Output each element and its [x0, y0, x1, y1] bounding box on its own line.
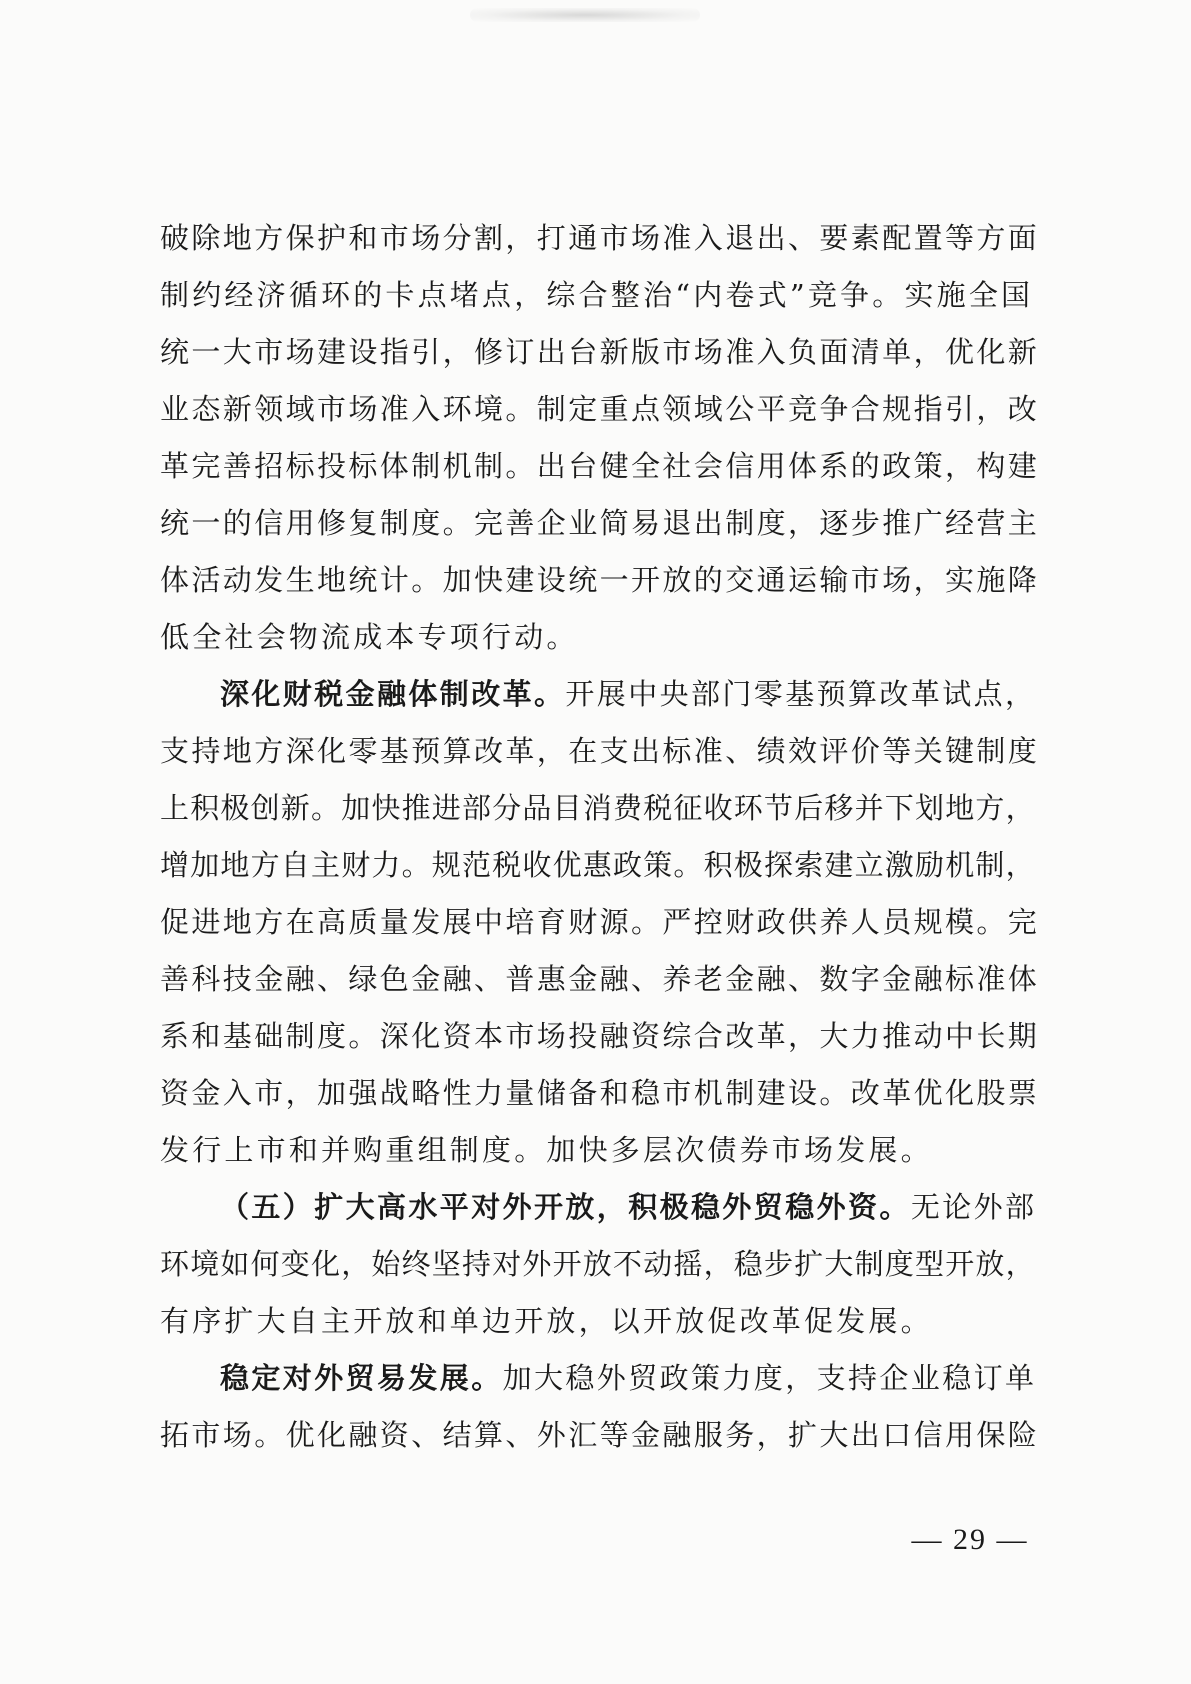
paragraph-text: 加大稳外贸政策力度，支持企业稳订单 — [502, 1361, 1037, 1395]
body-line: 革完善招标投标体制机制。出台健全社会信用体系的政策，构建 — [160, 449, 1040, 483]
scan-artifact — [470, 8, 700, 22]
body-line: 上积极创新。加快推进部分品目消费税征收环节后移并下划地方， — [160, 791, 1036, 825]
body-line: 低全社会物流成本专项行动。 — [160, 620, 579, 654]
body-line: 制约经济循环的卡点堵点，综合整治“内卷式”竞争。实施全国 — [160, 278, 1034, 312]
body-line: 有序扩大自主开放和单边开放，以开放促改革促发展。 — [160, 1304, 933, 1338]
paragraph-text: 无论外部 — [910, 1190, 1037, 1224]
body-line: 环境如何变化，始终坚持对外开放不动摇，稳步扩大制度型开放， — [160, 1247, 1036, 1281]
body-line: 统一的信用修复制度。完善企业简易退出制度，逐步推广经营主 — [160, 506, 1040, 540]
body-line: 发行上市和并购重组制度。加快多层次债券市场发展。 — [160, 1133, 933, 1167]
body-line: 统一大市场建设指引，修订出台新版市场准入负面清单，优化新 — [160, 335, 1040, 369]
body-line: 系和基础制度。深化资本市场投融资综合改革，大力推动中长期 — [160, 1019, 1040, 1053]
body-line: 破除地方保护和市场分割，打通市场准入退出、要素配置等方面 — [160, 221, 1040, 255]
section-heading: （五）扩大高水平对外开放，积极稳外贸稳外资。 — [220, 1190, 911, 1224]
body-line: 促进地方在高质量发展中培育财源。严控财政供养人员规模。完 — [160, 905, 1040, 939]
paragraph-heading: 深化财税金融体制改革。 — [220, 677, 566, 711]
body-line: 支持地方深化零基预算改革，在支出标准、绩效评价等关键制度 — [160, 734, 1040, 768]
body-line: 体活动发生地统计。加快建设统一开放的交通运输市场，实施降 — [160, 563, 1040, 597]
paragraph-heading: 稳定对外贸易发展。 — [220, 1361, 503, 1395]
body-text — [160, 210, 1040, 1464]
body-line: 拓市场。优化融资、结算、外汇等金融服务，扩大出口信用保险 — [160, 1418, 1040, 1452]
body-line: 增加地方自主财力。规范税收优惠政策。积极探索建立激励机制， — [160, 848, 1036, 882]
page-number: — 29 — — [911, 1523, 1029, 1556]
paragraph-first-line — [160, 666, 1040, 723]
body-line: 业态新领域市场准入环境。制定重点领域公平竞争合规指引，改 — [160, 392, 1040, 426]
paragraph-text: 开展中央部门零基预算改革试点， — [565, 677, 1037, 711]
paragraph-first-line — [160, 1350, 1040, 1407]
body-line: 资金入市，加强战略性力量储备和稳市机制建设。改革优化股票 — [160, 1076, 1040, 1110]
body-line: 善科技金融、绿色金融、普惠金融、养老金融、数字金融标准体 — [160, 962, 1040, 996]
paragraph-first-line — [160, 1179, 1040, 1236]
